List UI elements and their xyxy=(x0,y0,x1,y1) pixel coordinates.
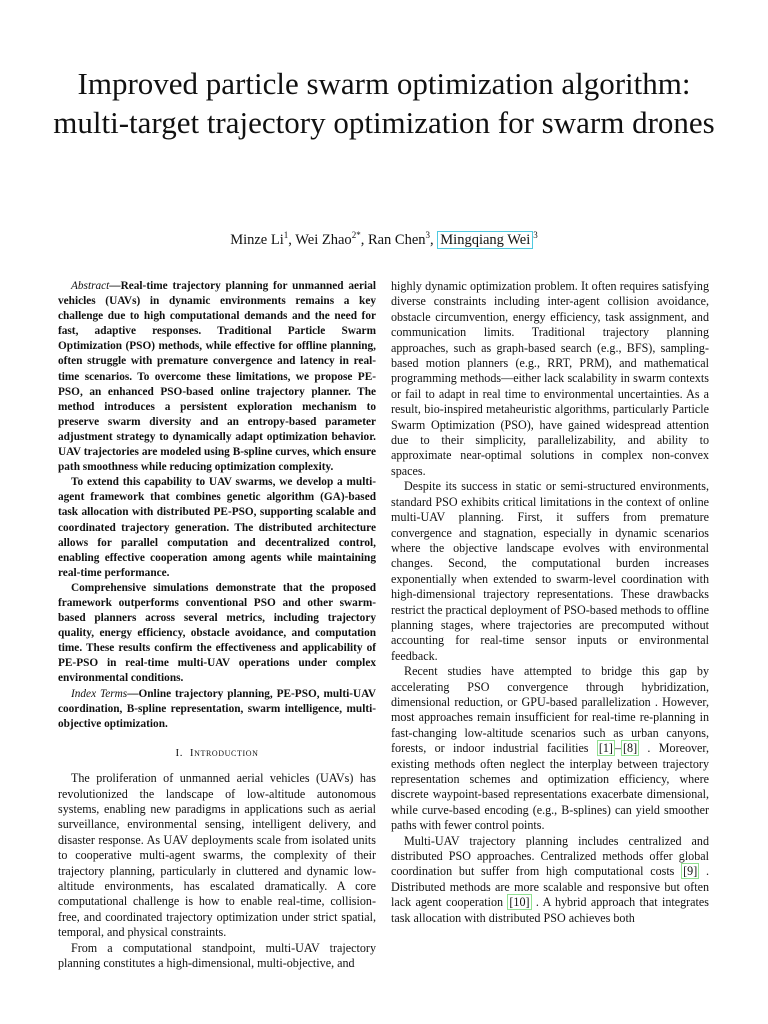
citation-link[interactable]: [10] xyxy=(509,895,530,910)
author-affiliation: 3 xyxy=(425,230,431,240)
index-terms-label: Index Terms xyxy=(71,687,128,700)
section-title: Introduction xyxy=(189,746,259,759)
abstract-text: —Real-time trajectory planning for unmanned aerial vehicles (UAVs) in dynamic environments remains a key challenge due to high computational demands and the need for fast, adaptive responses. Traditional Particle Swarm Optimization (PSO) methods, while effective for offline planning, often struggle with premature convergence and latency in real-time scenarios. To overcome these limitations, we propose PE-PSO, an enhanced PSO-based online trajectory planner. The method introduces a persistent exploration mechanism to preserve swarm diversity and an entropy-based parameter adjustment strategy to dynamically adapt optimization behavior. UAV trajectories are modeled using B-spline curves, which ensure path smoothness while reducing optimization complexity. xyxy=(58,280,376,474)
citation-link[interactable]: [8] xyxy=(623,741,638,756)
body-text: . A hybrid approach that integrates task allocation with distributed PSO achieves both xyxy=(391,895,709,925)
body-text: Multi-UAV trajectory planning includes centralized and distributed PSO approaches. Centralized methods offer global coordination but suffer from high computational costs xyxy=(391,833,709,879)
abstract xyxy=(58,279,376,732)
body-paragraph: Despite its success in static or semi-structured environments, standard PSO exhibits critical limitations in the context of online multi-UAV planning. First, it suffers from premature convergence and stagnation, especially in dynamic scenarios where the objective landscape evolves with environmental changes. Second, the computational burden increases exponentially when extended to swarm-level coordination with high-dimensional trajectory representations. These drawbacks restrict the practical deployment of PSO-based methods to offline planning stages, where trajectories are precomputed without accounting for real-time sensor inputs or environmental feedback. xyxy=(391,479,709,663)
index-terms-text: —Online trajectory planning, PE-PSO, multi-UAV coordination, B-spline representation, swarm intelligence, multi-objective optimization. xyxy=(58,687,376,730)
author-separator: , xyxy=(288,231,296,248)
abstract-paragraph xyxy=(58,279,376,475)
author-affiliation: 3 xyxy=(533,230,538,240)
left-column xyxy=(58,279,376,972)
body-paragraph: The proliferation of unmanned aerial vehicles (UAVs) has revolutionized the landscape of low-altitude autonomous systems, enabling new paradigms in applications such as aerial surveillance, environmental sensing, intelligent delivery, and disaster response. As UAV deployments scale from isolated units to cooperative multi-agent swarms, the complexity of their trajectory planning, particularly in cluttered and dynamic low-altitude environments, has escalated dramatically. A core computational challenge is how to enable real-time, collision-free, and coordinated trajectory optimization under strict spatial, temporal, and physical constraints. xyxy=(58,771,376,940)
author-affiliation: 2* xyxy=(351,230,361,240)
index-terms xyxy=(58,687,376,732)
paper-title: Improved particle swarm optimization algorithm: multi-target trajectory optimization for swarm drones xyxy=(53,66,715,140)
author-name: Minze Li xyxy=(230,231,284,248)
author-separator: , xyxy=(430,231,438,248)
abstract-paragraph: Comprehensive simulations demonstrate that the proposed framework outperforms conventional PSO and other swarm-based planners across several metrics, including trajectory quality, energy efficiency, obstacle avoidance, and computation time. These results confirm the effectiveness and applicability of PE-PSO in real-time multi-UAV operations under complex environmental conditions. xyxy=(58,581,376,685)
citation-dash: – xyxy=(614,741,621,756)
right-column xyxy=(391,279,709,926)
author-link[interactable] xyxy=(437,231,533,249)
body-text: . Moreover, existing methods often neglect the interplay between trajectory representation schemes and optimization efficiency, where discrete waypoint-based representations exacerbate dimensional, while curve-based encoding (e.g., B-splines) can yield smoother paths with fewer control points. xyxy=(391,741,709,833)
abstract-label: Abstract xyxy=(71,280,110,292)
author-separator: , xyxy=(360,231,368,248)
body-text: Recent studies have attempted to bridge this gap by accelerating PSO convergence through hybridization, dimensional reduction, or GPU-based parallelization . However, most approaches remain insufficient for real-time re-planning in fast-changing low-altitude scenarios such as urban canyons, forests, or indoor industrial facilities xyxy=(391,664,709,756)
body-paragraph xyxy=(391,834,709,926)
author-list xyxy=(0,226,768,249)
author-name: Mingqiang Wei xyxy=(440,231,531,248)
body-paragraph: highly dynamic optimization problem. It often requires satisfying diverse constraints including inter-agent collision avoidance, obstacle circumvention, energy efficiency, task assignment, and communication limits. Traditional trajectory planning approaches, such as graph-based search (e.g., BFS), sampling-based motion planners (e.g., RRT, PRM), and mathematical programming methods—either lack scalability in swarm contexts or fail to adapt in real time to environmental uncertainties. As a result, bio-inspired metaheuristic algorithms, particularly Particle Swarm Optimization (PSO), have gained widespread attention due to their simplicity, parallelizability, and ability to approximate near-optimal solutions in complex non-convex spaces. xyxy=(391,279,709,478)
citation-link[interactable]: [1] xyxy=(598,741,613,756)
author-affiliation: 1 xyxy=(283,230,289,240)
abstract-paragraph: To extend this capability to UAV swarms, we develop a multi-agent framework that combines genetic algorithm (GA)-based task allocation with distributed PE-PSO, supporting scalable and coordinated trajectory generation. The distributed architecture allows for parallel computation and decentralized control, enabling effective cooperation among agents while maintaining real-time performance. xyxy=(58,476,376,579)
section-number: I. xyxy=(175,746,184,759)
body-paragraph: From a computational standpoint, multi-UAV trajectory planning constitutes a high-dimensional, multi-objective, and xyxy=(58,940,376,971)
body-text: . Distributed methods are more scalable and responsive but often lack agent cooperation xyxy=(391,864,710,910)
citation-link[interactable]: [9] xyxy=(683,864,698,879)
author-name: Wei Zhao xyxy=(295,231,352,248)
body-paragraph xyxy=(391,664,709,833)
section-heading xyxy=(58,746,376,761)
author-name: Ran Chen xyxy=(367,231,426,248)
